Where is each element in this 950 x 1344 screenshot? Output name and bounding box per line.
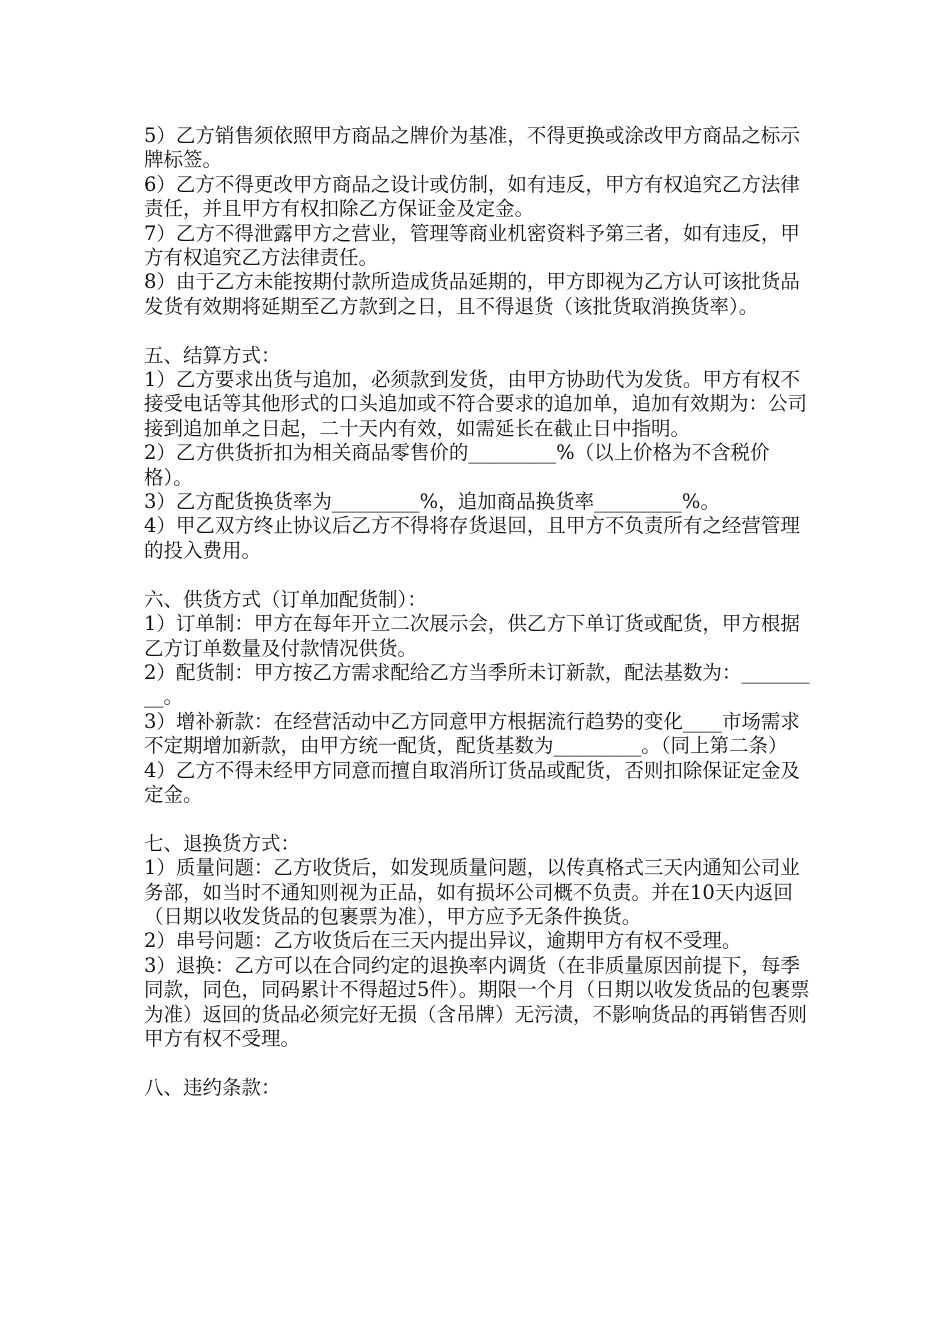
clause-8: 8）由于乙方未能按期付款所造成货品延期的，甲方即视为乙方认可该批货品发货有效期将延期至乙方款到之日，且不得退货（该批货取消换货率）。	[144, 270, 800, 318]
section-heading-settlement: 五、结算方式：	[144, 343, 281, 367]
section-heading-supply: 六、供货方式（订单加配货制）：	[144, 587, 427, 611]
supply-item-2: 2）配货制：甲方按乙方需求配给乙方当季所未订新款，配法基数为：_________。	[144, 660, 810, 709]
clause-6: 6）乙方不得更改甲方商品之设计或仿制，如有违反，甲方有权追究乙方法律责任，并且甲方有权扣除乙方保证金及定金。	[144, 172, 800, 221]
settlement-item-1: 1）乙方要求出货与追加，必须款到发货，由甲方协助代为发货。甲方有权不接受电话等其他形式的口头追加或不符合要求的追加单，追加有效期为：公司接到追加单之日起，二十天内有效，如需延长在截止日中指明。	[144, 368, 808, 440]
section-heading-breach: 八、违约条款：	[144, 1075, 281, 1099]
clause-5: 5）乙方销售须依照甲方商品之牌价为基准，不得更换或涂改甲方商品之标示牌标签。	[144, 124, 800, 172]
settlement-item-3: 3）乙方配货换货率为_________%，追加商品换货率_________%。	[144, 490, 720, 514]
document-body	[144, 124, 814, 1100]
supply-item-1: 1）订单制：甲方在每年开立二次展示会，供乙方下单订货或配货，甲方根据乙方订单数量及付款情况供货。	[144, 612, 800, 660]
clause-7: 7）乙方不得泄露甲方之营业，管理等商业机密资料予第三者，如有违反，甲方有权追究乙方法律责任。	[144, 221, 800, 270]
settlement-item-2: 2）乙方供货折扣为相关商品零售价的_________%（以上价格为不含税价格）。	[144, 441, 770, 489]
spacer	[144, 807, 814, 831]
settlement-item-4: 4）甲乙双方终止协议后乙方不得将存货退回，且甲方不负责所有之经营管理的投入费用。	[144, 514, 800, 562]
returns-item-1: 1）质量问题：乙方收货后，如发现质量问题，以传真格式三天内通知公司业务部，如当时不通知则视为正品，如有损坏公司概不负责。并在10天内返回（日期以收发货品的包裹票为准），甲方应予无条件换货。	[144, 856, 800, 928]
supply-item-3: 3）增补新款：在经营活动中乙方同意甲方根据流行趋势的变化____市场需求不定期增加新款，由甲方统一配货，配货基数为_________。（同上第二条）	[144, 709, 800, 758]
section-heading-returns: 七、退换货方式：	[144, 831, 301, 855]
returns-item-3: 3）退换：乙方可以在合同约定的退换率内调货（在非质量原因前提下，每季同款，同色，同码累计不得超过5件）。期限一个月（日期以收发货品的包裹票为准）返回的货品必须完好无损（含吊牌）无污渍，不影响货品的再销售否则甲方有权不受理。	[144, 953, 810, 1050]
returns-item-2: 2）串号问题：乙方收货后在三天内提出异议，逾期甲方有权不受理。	[144, 929, 742, 953]
supply-item-4: 4）乙方不得未经甲方同意而擅自取消所订货品或配货，否则扣除保证定金及定金。	[144, 758, 800, 806]
spacer	[144, 319, 814, 343]
spacer	[144, 563, 814, 587]
spacer	[144, 1051, 814, 1075]
